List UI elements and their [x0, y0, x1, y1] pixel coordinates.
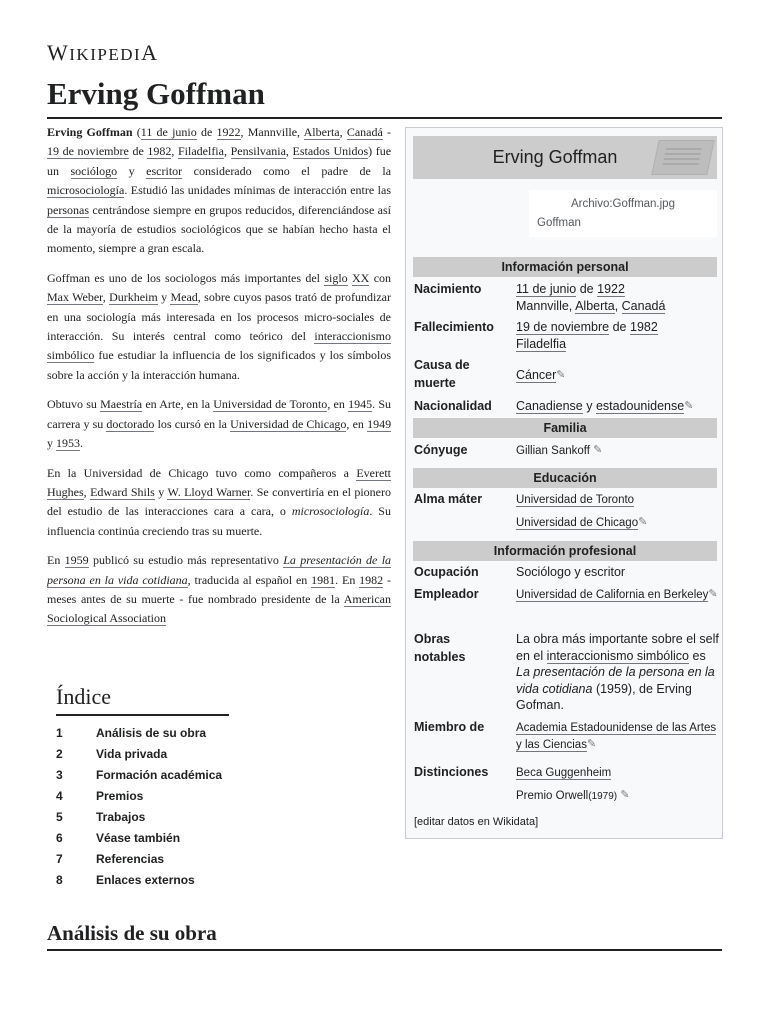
table-of-contents [56, 684, 296, 890]
link-sociologo[interactable]: sociólogo [70, 163, 118, 178]
paragraph-4: En la Universidad de Chicago tuvo como compañeros a Everett Hughes, Edward Shils y W. Lloyd Warner. Se convertiría en el pionero del estudio de las interacciones cara a cara, o microsociología. Su influencia continúa creciendo tras su muerte. [47, 465, 391, 538]
infobox-image[interactable] [529, 190, 717, 237]
link-asa[interactable]: American Sociological Association [47, 591, 391, 626]
toc-divider [56, 714, 229, 716]
toc-item[interactable] [56, 743, 296, 764]
link-death-year[interactable]: 1982 [630, 320, 658, 334]
value-conyuge: Gillian Sankoff ✎ [516, 443, 720, 460]
section-personal: Información personal [413, 257, 717, 277]
toc-title: Índice [56, 684, 111, 709]
link-filadelfia[interactable]: Filadelfia [516, 336, 567, 351]
link-filadelfia[interactable]: Filadelfia [177, 144, 224, 159]
link-canadiense[interactable]: Canadiense [516, 399, 583, 413]
wikipedia-wordmark[interactable] [47, 40, 159, 66]
link-1959[interactable]: 1959 [64, 553, 89, 568]
toc-item-number: 5 [56, 809, 63, 824]
link-mead[interactable]: Mead [170, 290, 198, 305]
link-everett-hughes[interactable]: Everett Hughes [47, 465, 391, 499]
value-empleador [516, 587, 720, 604]
link-death-day[interactable]: 19 de noviembre [47, 144, 129, 159]
value-distinciones-2: Premio Orwell(1979) ✎ [516, 788, 720, 806]
label-distinciones: Distinciones [414, 765, 489, 779]
toc-item-number: 2 [56, 746, 63, 761]
value-nacimiento: 11 de junio de 1922 Mannville, Alberta, Canadá [516, 282, 666, 313]
link-microsociologia[interactable]: microsociología [47, 183, 125, 198]
infobox-title: Erving Goffman [492, 147, 618, 167]
image-caption: Goffman [537, 217, 581, 229]
edit-pencil-icon[interactable] [708, 589, 718, 599]
toc-item-label[interactable]: Análisis de su obra [96, 725, 207, 740]
link-1953[interactable]: 1953 [56, 436, 80, 451]
link-estados-unidos[interactable]: Estados Unidos [292, 144, 369, 159]
page-title: Erving Goffman [47, 76, 265, 111]
logo-letter: A [141, 40, 159, 65]
toc-item-label[interactable]: Enlaces externos [96, 872, 195, 887]
section-familia: Familia [413, 418, 717, 438]
link-siglo[interactable]: siglo [324, 270, 348, 285]
value-fallecimiento: 19 de noviembre de 1982 Filadelfia [516, 320, 658, 351]
toc-item-label[interactable]: Referencias [96, 851, 165, 866]
edit-wikidata-link[interactable]: [editar datos en Wikidata] [414, 816, 539, 828]
paragraph-2: Goffman es uno de los sociologos más importantes del siglo XX con Max Weber, Durkheim y Mead, sobre cuyos pasos trató de profundizar en una sociología más interesada en los procesos micro-sociales de interacción. Su interés central como teórico del interaccionismo simbólico fue estudiar la influencia de los significados y los símbolos sobre la acción y la interacción humana. [47, 270, 392, 382]
label-empleador: Empleador [414, 587, 479, 601]
link-birth-day[interactable]: 11 de junio [516, 282, 577, 296]
link-book[interactable]: La presentación de la persona en la vida cotidiana [47, 553, 392, 587]
toc-item-number: 7 [56, 851, 63, 866]
paragraph-intro: Erving Goffman (11 de junio de 1922, Mannville, Alberta, Canadá - 19 de noviembre de 1982, Filadelfia, Pensilvania, Estados Unidos) fue un sociólogo y escritor considerado como el padre de la microsociología. Estudió las unidades mínimas de interacción entre las personas centrándose siempre en grupos reducidos, diferenciándose así de la mayoría de estudios sociológicos que se habían hecho hasta el momento, siempre a gran escala. [47, 125, 392, 256]
value-ocupacion: Sociólogo y escritor [516, 565, 626, 579]
link-interaccionismo[interactable]: interaccionismo simbólico [47, 329, 392, 363]
toc-item-label[interactable]: Formación académica [96, 767, 223, 782]
link-birth-year[interactable]: 1922 [597, 282, 625, 296]
edit-pencil-icon[interactable] [593, 445, 603, 455]
logo-letter: W [47, 40, 70, 65]
value-nacionalidad: Canadiense y estadounidense✎ [516, 398, 720, 415]
label-nacimiento: Nacimiento [414, 282, 482, 296]
toc-item-number: 8 [56, 872, 63, 887]
book-icon [651, 140, 714, 175]
toc-item-label[interactable]: Vida privada [96, 746, 168, 761]
toc-item-number: 6 [56, 830, 63, 845]
toc-item-label[interactable]: Véase también [96, 830, 181, 845]
edit-pencil-icon[interactable] [638, 517, 648, 527]
link-cancer[interactable]: Cáncer [516, 368, 557, 382]
toc-item[interactable] [56, 869, 296, 890]
edit-pencil-icon[interactable] [556, 370, 566, 380]
toc-item[interactable] [56, 785, 296, 806]
section-educacion: Educación [413, 468, 717, 488]
link-alberta[interactable]: Alberta [575, 298, 615, 313]
infobox [405, 127, 723, 839]
infobox-title-bar [413, 136, 717, 179]
paragraph-3: Obtuvo su Maestría en Arte, en la Universidad de Toronto, en 1945. Su carrera y su doctorado los cursó en la Universidad de Chicago, en 1949 y 1953. [47, 397, 392, 451]
link-doctorado[interactable]: doctorado [106, 416, 155, 431]
subject-name: Erving Goffman [47, 125, 133, 139]
link-chicago[interactable]: Universidad de Chicago [516, 517, 639, 529]
link-1981[interactable]: 1981 [311, 572, 336, 587]
value-miembro [516, 720, 720, 754]
edit-pencil-icon[interactable] [684, 401, 694, 411]
label-miembro: Miembro de [414, 720, 485, 734]
link-birth-day[interactable]: 11 de junio [140, 125, 197, 139]
label-causa: Causa de muerte [414, 358, 470, 390]
section-divider [47, 949, 722, 951]
link-siglo-xx[interactable]: XX [352, 270, 370, 285]
link-lloyd-warner[interactable]: W. Lloyd Warner [167, 484, 251, 499]
link-max-weber[interactable]: Max Weber [47, 290, 103, 305]
toc-item-number: 1 [56, 725, 63, 740]
link-chicago[interactable]: Universidad de Chicago [230, 416, 347, 431]
edit-pencil-icon[interactable] [587, 739, 597, 749]
title-divider [47, 117, 722, 119]
label-conyuge: Cónyuge [414, 443, 468, 457]
link-edward-shils[interactable]: Edward Shils [90, 484, 155, 499]
link-death-day[interactable]: 19 de noviembre [516, 320, 610, 334]
toc-item-number: 4 [56, 788, 63, 803]
value-causa [516, 367, 720, 384]
link-escritor[interactable]: escritor [146, 163, 183, 178]
toc-item[interactable] [56, 806, 296, 827]
article-body [47, 123, 391, 639]
toc-item[interactable] [56, 848, 296, 869]
toc-list [56, 722, 296, 890]
toc-item-number: 3 [56, 767, 63, 782]
toc-item[interactable] [56, 764, 296, 785]
label-fallecimiento: Fallecimiento [414, 320, 494, 334]
edit-pencil-icon[interactable] [620, 790, 630, 800]
label-alma-mater: Alma máter [414, 492, 483, 506]
link-interaccionismo[interactable]: interaccionismo simbólico [546, 648, 690, 663]
image-filename[interactable]: Archivo:Goffman.jpg [571, 198, 675, 210]
link-toronto[interactable]: Universidad de Toronto [213, 397, 328, 412]
link-alberta[interactable]: Alberta [303, 125, 340, 139]
link-canada[interactable]: Canadá [621, 298, 666, 313]
link-birth-year[interactable]: 1922 [216, 125, 241, 139]
label-nacionalidad: Nacionalidad [414, 399, 492, 413]
section-heading: Análisis de su obra [47, 921, 217, 945]
link-canada[interactable]: Canadá [346, 125, 383, 139]
logo-letters: IKIPEDI [69, 45, 142, 64]
value-alma-mater [516, 492, 720, 509]
section-profesional: Información profesional [413, 541, 717, 561]
toc-item-label[interactable]: Trabajos [96, 809, 146, 824]
toc-item-label[interactable]: Premios [96, 788, 144, 803]
label-ocupacion: Ocupación [414, 565, 479, 579]
link-1949[interactable]: 1949 [367, 416, 392, 431]
link-1982[interactable]: 1982 [359, 572, 384, 587]
value-obras: La obra más importante sobre el self en el interaccionismo simbólico es La presentación de la persona en la vida cotidiana (1959), de Erving Gofman. [516, 632, 719, 712]
value-alma-mater-2 [516, 515, 720, 532]
link-durkheim[interactable]: Durkheim [109, 290, 158, 305]
paragraph-5: En 1959 publicó su estudio más representativo La presentación de la persona en la vida cotidiana, traducida al español en 1981. En 1982 - meses antes de su muerte - fue nombrado presidente de la American Sociological Association [47, 553, 392, 626]
link-1945[interactable]: 1945 [348, 397, 373, 412]
link-toronto[interactable]: Universidad de Toronto [516, 494, 635, 506]
link-personas[interactable]: personas [47, 202, 89, 217]
link-berkeley[interactable]: Universidad de California en Berkeley [516, 589, 709, 601]
link-academia[interactable]: Academia Estadounidense de las Artes y las Ciencias [516, 722, 717, 751]
link-death-year[interactable]: 1982 [147, 144, 172, 159]
toc-item[interactable] [56, 722, 296, 743]
link-maestria[interactable]: Maestría [100, 397, 143, 412]
toc-item[interactable] [56, 827, 296, 848]
link-estadounidense[interactable]: estadounidense [595, 399, 685, 413]
value-distinciones [516, 765, 720, 782]
link-pensilvania[interactable]: Pensilvania [230, 144, 286, 159]
label-obras: Obras notables [414, 632, 466, 664]
link-guggenheim[interactable]: Beca Guggenheim [516, 767, 612, 779]
